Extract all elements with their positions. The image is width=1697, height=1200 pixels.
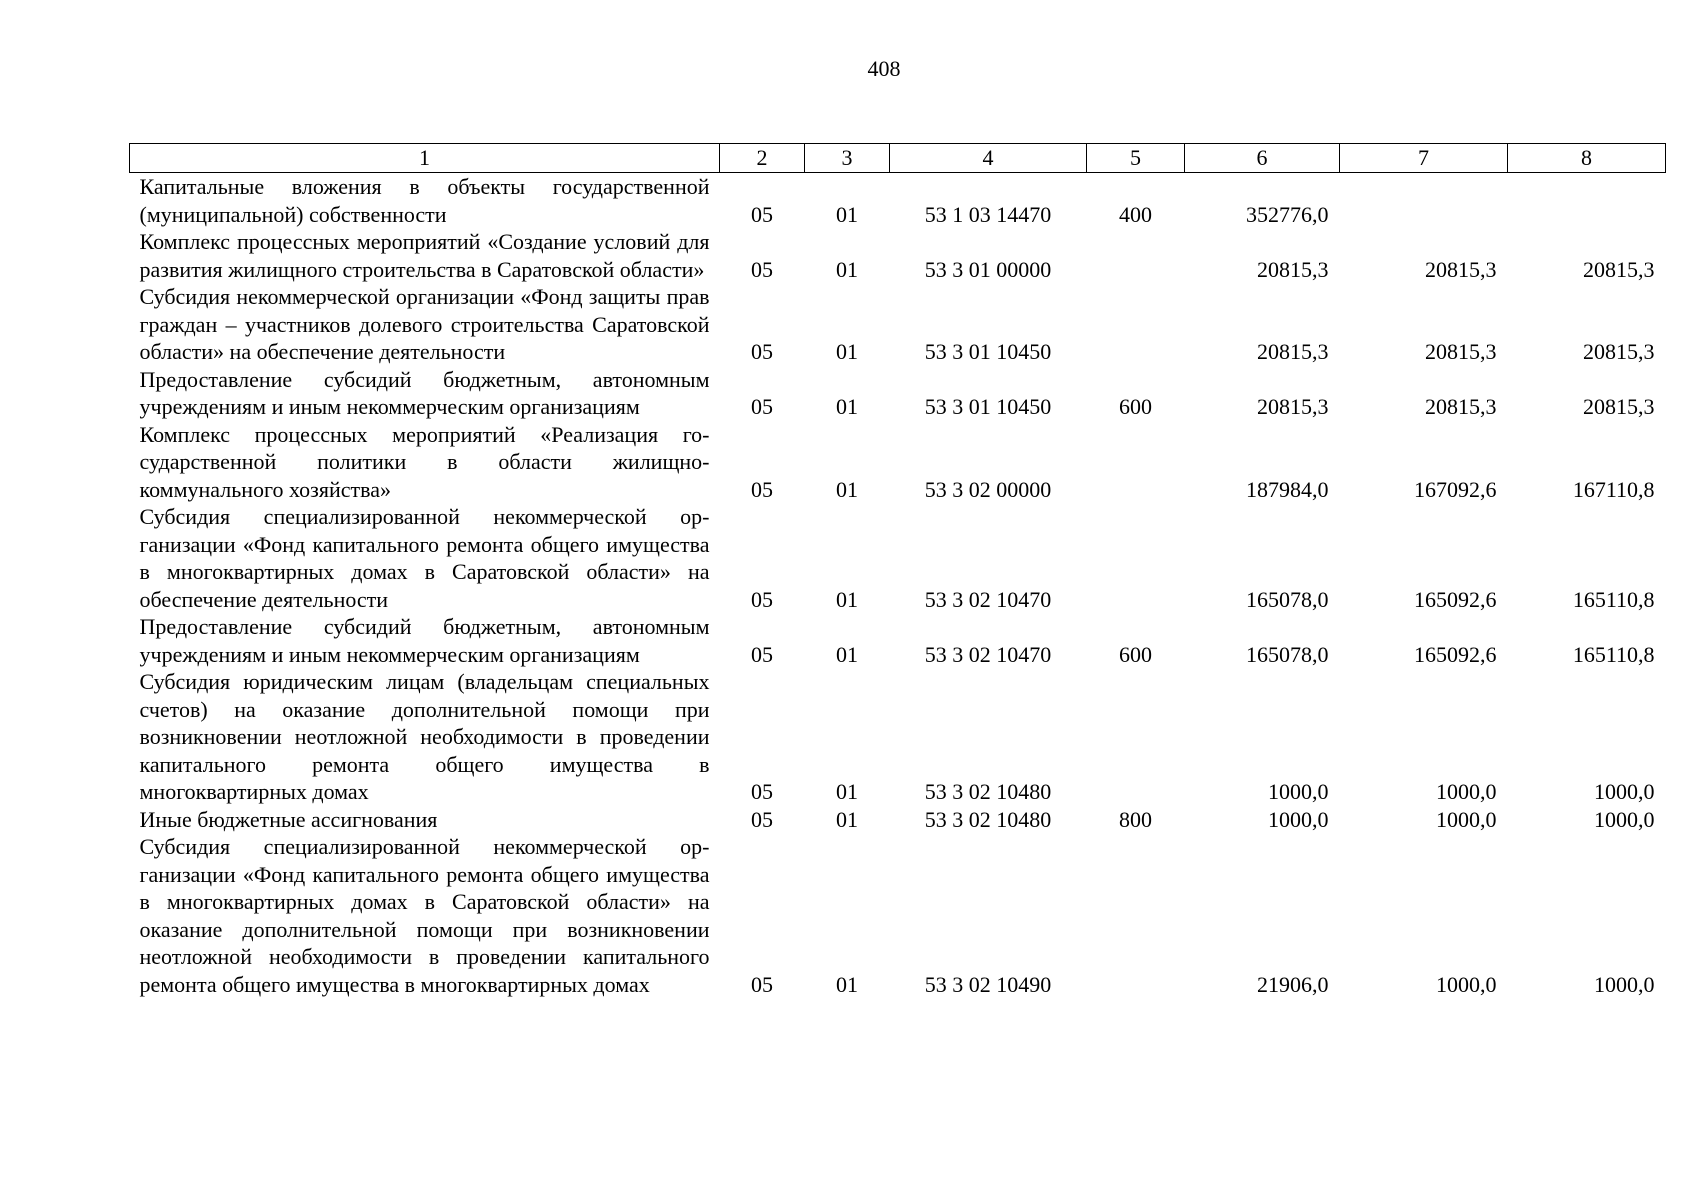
header-cell-1: 1 — [130, 144, 720, 173]
header-cell-2: 2 — [720, 144, 805, 173]
row-expense-type: 400 — [1119, 201, 1152, 227]
row-section: 05 — [751, 476, 773, 502]
header-cell-6: 6 — [1185, 144, 1340, 173]
row-subsection: 01 — [836, 806, 858, 832]
row-section: 05 — [751, 201, 773, 227]
row-target-code: 53 3 02 10470 — [924, 641, 1052, 667]
row-name: Иные бюджетные ассигнования — [139, 806, 438, 832]
row-subsection: 01 — [836, 641, 858, 667]
row-name: Капитальные вложения в объекты государственной (муниципальной) собственности — [139, 174, 710, 227]
row-amount-col6: 1000,0 — [1268, 779, 1329, 804]
row-expense-type: 600 — [1119, 641, 1152, 667]
header-cell-4: 4 — [890, 144, 1087, 173]
row-section: 05 — [751, 586, 773, 612]
table-row — [130, 366, 1666, 421]
row-amount-col7: 165092,6 — [1414, 641, 1497, 667]
row-target-code: 53 3 01 00000 — [924, 256, 1052, 282]
row-amount-col8: 1000,0 — [1594, 806, 1655, 832]
row-amount-col8: 167110,8 — [1572, 476, 1655, 502]
row-subsection: 01 — [836, 394, 858, 419]
row-amount-col7: 1000,0 — [1436, 806, 1497, 832]
row-target-code: 53 3 02 00000 — [924, 476, 1052, 502]
budget-table — [129, 143, 1666, 998]
row-amount-col7: 1000,0 — [1436, 971, 1497, 997]
row-expense-type — [1087, 668, 1185, 806]
table-row — [130, 806, 1666, 834]
row-amount-col8: 20815,3 — [1583, 256, 1655, 282]
row-name: Субсидия специализированной некоммерческой организации «Фонд капитального ремонта общего имущества в многоквартирных домах в Саратовской области» на оказание дополнительной помощи при возникновении неотложной необходимости в проведении капитального ремонта общего имущества в многоквартирных домах — [139, 834, 710, 997]
table-row — [130, 228, 1666, 283]
row-expense-type — [1087, 503, 1185, 613]
table-row — [130, 833, 1666, 998]
page-number: 408 — [867, 56, 901, 81]
table-row — [130, 668, 1666, 806]
row-amount-col8 — [1508, 173, 1666, 229]
row-amount-col8: 165110,8 — [1572, 586, 1655, 612]
row-subsection: 01 — [836, 586, 858, 612]
row-amount-col6: 187984,0 — [1246, 476, 1329, 502]
row-name: Комплекс процессных мероприятий «Создание условий для развития жилищного строительства в Саратовской области» — [139, 229, 710, 282]
row-target-code: 53 3 02 10470 — [924, 586, 1052, 612]
table-row — [130, 283, 1666, 366]
row-section: 05 — [751, 256, 773, 282]
row-name: Комплекс процессных мероприятий «Реализация государственной политики в области жилищно-коммунального хозяйства» — [139, 421, 710, 502]
row-amount-col6: 165078,0 — [1246, 641, 1329, 667]
row-amount-col8: 20815,3 — [1583, 394, 1655, 419]
row-subsection: 01 — [836, 476, 858, 502]
row-expense-type — [1087, 283, 1185, 366]
row-amount-col8: 20815,3 — [1583, 339, 1655, 364]
row-subsection: 01 — [836, 256, 858, 282]
row-amount-col7: 167092,6 — [1414, 476, 1497, 502]
table-row — [130, 173, 1666, 229]
row-subsection: 01 — [836, 339, 858, 364]
row-expense-type — [1087, 228, 1185, 283]
header-cell-3: 3 — [805, 144, 890, 173]
row-expense-type — [1087, 833, 1185, 998]
row-subsection: 01 — [836, 201, 858, 227]
row-target-code: 53 3 02 10480 — [924, 806, 1052, 832]
row-subsection: 01 — [836, 779, 858, 804]
row-section: 05 — [751, 394, 773, 419]
row-amount-col6: 165078,0 — [1246, 586, 1329, 612]
row-amount-col8: 1000,0 — [1594, 971, 1655, 997]
row-target-code: 53 1 03 14470 — [924, 201, 1052, 227]
row-section: 05 — [751, 641, 773, 667]
row-section: 05 — [751, 339, 773, 364]
table-header — [130, 144, 1666, 173]
row-amount-col7: 20815,3 — [1425, 394, 1497, 419]
table-row — [130, 421, 1666, 504]
row-amount-col6: 1000,0 — [1268, 806, 1329, 832]
row-amount-col6: 20815,3 — [1257, 256, 1329, 282]
row-section: 05 — [751, 971, 773, 997]
row-expense-type — [1087, 421, 1185, 504]
header-row — [130, 144, 1666, 173]
row-target-code: 53 3 02 10480 — [924, 779, 1052, 804]
row-expense-type: 600 — [1119, 394, 1152, 419]
row-amount-col7: 20815,3 — [1425, 256, 1497, 282]
row-target-code: 53 3 01 10450 — [924, 339, 1052, 364]
row-amount-col7: 1000,0 — [1436, 779, 1497, 804]
row-name: Субсидия специализированной некоммерческой организации «Фонд капитального ремонта общего имущества в многоквартирных домах в Саратовской области» на обеспечение деятельности — [139, 504, 710, 612]
row-section: 05 — [751, 779, 773, 804]
row-name: Предоставление субсидий бюджетным, автономным учреждениям и иным некоммерческим организациям — [139, 614, 710, 667]
row-target-code: 53 3 02 10490 — [924, 971, 1052, 997]
row-name: Субсидия юридическим лицам (владельцам специальных счетов) на оказание дополнительной помощи при возникновении неотложной необходимости в проведении капитального ремонта общего имущества в многоквартирных домах — [139, 669, 710, 804]
row-amount-col7: 165092,6 — [1414, 586, 1497, 612]
table-row — [130, 613, 1666, 668]
header-cell-7: 7 — [1340, 144, 1508, 173]
row-expense-type: 800 — [1119, 806, 1152, 832]
row-amount-col8: 1000,0 — [1594, 779, 1655, 804]
row-section: 05 — [751, 806, 773, 832]
row-amount-col6: 352776,0 — [1246, 201, 1329, 227]
row-amount-col6: 20815,3 — [1257, 339, 1329, 364]
row-amount-col6: 21906,0 — [1257, 971, 1329, 997]
header-cell-8: 8 — [1508, 144, 1666, 173]
header-cell-5: 5 — [1087, 144, 1185, 173]
table-row — [130, 503, 1666, 613]
row-amount-col6: 20815,3 — [1257, 394, 1329, 419]
table-body — [130, 173, 1666, 999]
row-name: Предоставление субсидий бюджетным, автономным учреждениям и иным некоммерческим организациям — [139, 366, 710, 419]
row-amount-col7: 20815,3 — [1425, 339, 1497, 364]
row-amount-col8: 165110,8 — [1572, 641, 1655, 667]
row-amount-col7 — [1340, 173, 1508, 229]
row-subsection: 01 — [836, 971, 858, 997]
row-target-code: 53 3 01 10450 — [924, 394, 1052, 419]
row-name: Субсидия некоммерческой организации «Фонд защиты прав граждан – участников долевого строительства Саратовской области» на обеспечение деятельности — [139, 284, 710, 364]
